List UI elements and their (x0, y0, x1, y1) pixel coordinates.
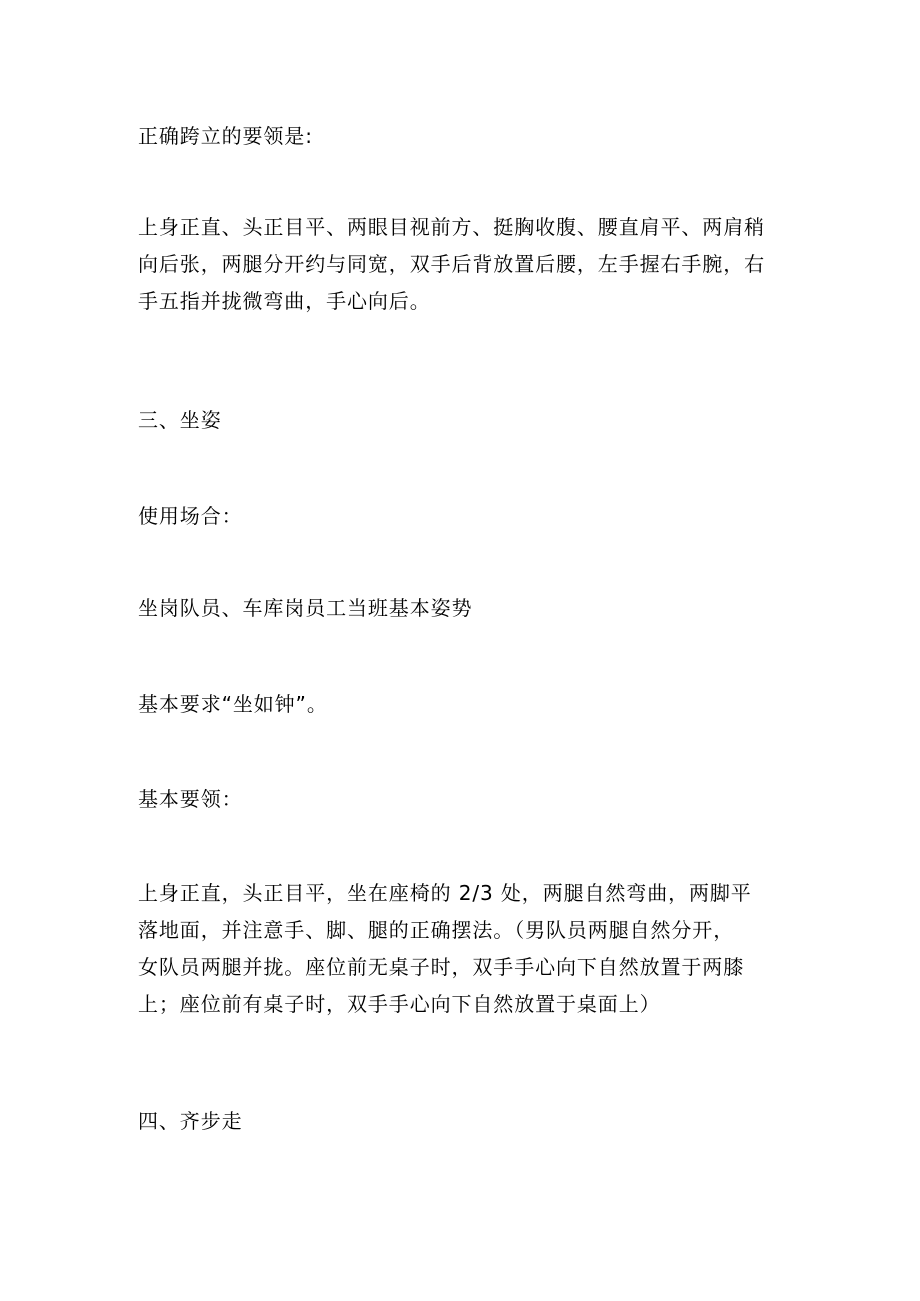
paragraph-usage-scenario-label: 使用场合： (138, 504, 243, 528)
paragraph-basic-requirement: 基本要求“坐如钟”。 (138, 692, 328, 716)
paragraph-sitting-essentials (138, 875, 788, 1023)
text-line: 向后张，两腿分开约与同宽，双手后背放置后腰，左手握右手腕，右 (138, 252, 765, 276)
text-line: 落地面，并注意手、脚、腿的正确摆法。（男队员两腿自然分开， (138, 918, 735, 942)
paragraph-stride-stance-details (138, 209, 788, 320)
text-line: 上；座位前有桌子时，双手手心向下自然放置于桌面上） (138, 992, 661, 1016)
paragraph-usage-scenario: 坐岗队员、车库岗员工当班基本姿势 (138, 596, 473, 620)
text-line: 上身正直、头正目平、两眼目视前方、挺胸收腹、腰直肩平、两肩稍 (138, 215, 765, 239)
section-heading-marching: 四、齐步走 (138, 1109, 243, 1133)
section-heading-sitting: 三、坐姿 (138, 408, 222, 432)
paragraph-stride-stance-intro: 正确跨立的要领是: (138, 124, 313, 148)
text-line: 女队员两腿并拢。座位前无桌子时，双手手心向下自然放置于两膝 (138, 955, 745, 979)
paragraph-basic-essentials-label: 基本要领： (138, 787, 243, 811)
text-line: 上身正直，头正目平，坐在座椅的 2/3 处，两腿自然弯曲，两脚平 (138, 881, 752, 905)
text-line: 手五指并拢微弯曲，手心向后。 (138, 289, 431, 313)
